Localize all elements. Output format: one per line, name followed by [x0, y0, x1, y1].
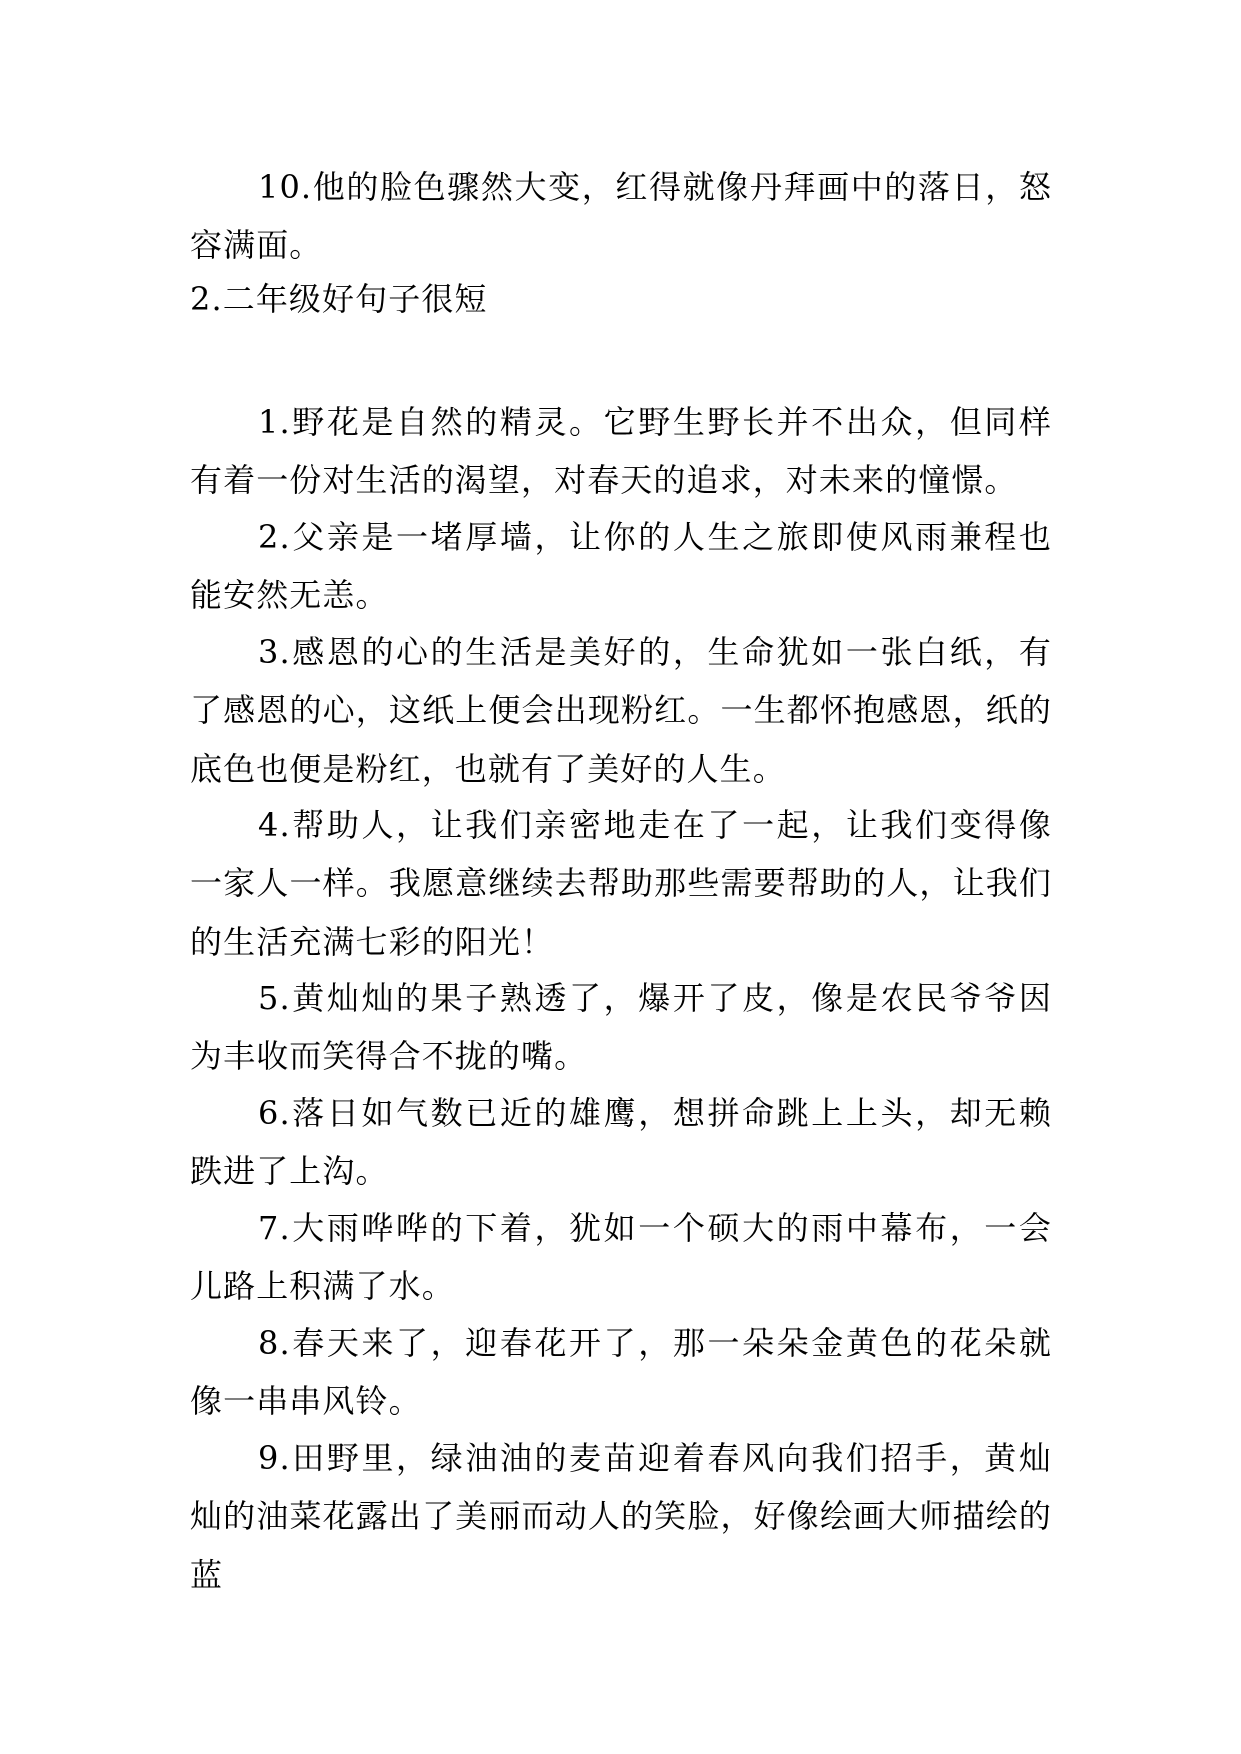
section-heading: 2.二年级好句子很短: [190, 280, 488, 318]
list-item-8: 8.春天来了，迎春花开了，那一朵朵金黄色的花朵就像一串串风铃。: [190, 1324, 1052, 1421]
list-item-1: 1.野花是自然的精灵。它野生野长并不出众，但同样有着一份对生活的渴望，对春天的追求，对未来的憧憬。: [190, 403, 1052, 500]
list-item-5: 5.黄灿灿的果子熟透了，爆开了皮，像是农民爷爷因为丰收而笑得合不拢的嘴。: [190, 979, 1052, 1076]
list-item-4: 4.帮助人，让我们亲密地走在了一起，让我们变得像一家人一样。我愿意继续去帮助那些需要帮助的人，让我们的生活充满七彩的阳光！: [190, 806, 1052, 961]
list-item-6: 6.落日如气数已近的雄鹰，想拼命跳上上头，却无赖跌进了上沟。: [190, 1094, 1052, 1191]
list-item-9: 9.田野里，绿油油的麦苗迎着春风向我们招手，黄灿灿的油菜花露出了美丽而动人的笑脸，好像绘画大师描绘的蓝: [190, 1439, 1052, 1594]
list-item-3: 3.感恩的心的生活是美好的，生命犹如一张白纸，有了感恩的心，这纸上便会出现粉红。一生都怀抱感恩，纸的底色也便是粉红，也就有了美好的人生。: [190, 633, 1052, 788]
list-item-7: 7.大雨哗哗的下着，犹如一个硕大的雨中幕布，一会儿路上积满了水。: [190, 1209, 1052, 1306]
list-item-2: 2.父亲是一堵厚墙，让你的人生之旅即使风雨兼程也能安然无恙。: [190, 518, 1052, 615]
paragraph-10: 10.他的脸色骤然大变，红得就像丹拜画中的落日，怒容满面。: [190, 168, 1052, 265]
